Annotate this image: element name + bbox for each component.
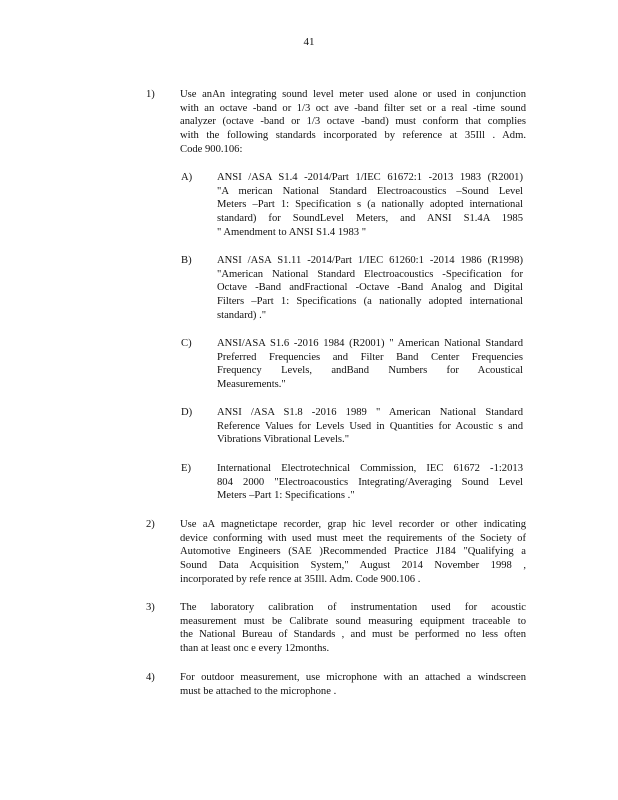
text-line: Filters –Part 1: Specifications (a nationally adopted international (217, 296, 523, 308)
sub-item-text (217, 406, 523, 447)
text-line: Code 900.106: (180, 143, 243, 155)
text-line: ANSI /ASA S1.11 -2014/Part 1/IEC 61260:1 -2014 1986 (R1998) (217, 255, 523, 266)
item-text (180, 88, 526, 157)
text-line: Reference Values for Levels Used in Quantities for Acoustic s and (217, 420, 523, 432)
text-line: The laboratory calibration of instrumentation used for acoustic (180, 602, 526, 613)
text-line: Frequency Levels, andBand Numbers for Acoustical (217, 365, 523, 377)
text-line: analyzer (octave -band or 1/3 octave -band) must conform that complies (180, 116, 526, 128)
text-line: Octave -Band andFractional -Octave -Band Analog and Digital (217, 282, 523, 294)
item-label: 3) (146, 602, 155, 613)
text-line: "American National Standard Electroacoustics -Specification for (217, 268, 523, 280)
sub-item-label: A) (181, 172, 193, 183)
item-label: 1) (146, 89, 155, 100)
item-text (180, 671, 526, 698)
text-line: Sound Data Acquisition System," August 2014 November 1998 , (180, 560, 526, 572)
sub-item-label: C) (181, 338, 192, 349)
sub-item-label: B) (181, 255, 192, 266)
text-line: ANSI /ASA S1.4 -2014/Part 1/IEC 61672:1 -2013 1983 (R2001) (217, 172, 523, 183)
text-line: 804 2000 "Electroacoustics Integrating/Averaging Sound Level (217, 476, 523, 488)
text-line: measurement must be Calibrate sound measuring equipment traceable to (180, 615, 526, 627)
sub-item-text (217, 462, 523, 503)
page-number: 41 (303, 36, 315, 48)
text-line: Preferred Frequencies and Filter Band Center Frequencies (217, 351, 523, 363)
text-line: ANSI/ASA S1.6 -2016 1984 (R2001) " American National Standard (217, 338, 523, 349)
sub-item-label: E) (181, 463, 191, 474)
text-line: than at least onc e every 12months. (180, 643, 330, 655)
item-label: 4) (146, 672, 155, 683)
text-line: with the following standards incorporated by reference at 35Ill . Adm. (180, 130, 526, 142)
text-line: with an octave -band or 1/3 oct ave -band filter set or a real -time sound (180, 102, 526, 114)
text-line: must be attached to the microphone . (180, 685, 337, 697)
item-text (180, 601, 526, 656)
sub-item-text (217, 254, 523, 323)
text-line: standard) for SoundLevel Meters, and ANSI S1.4A 1985 (217, 213, 523, 225)
text-line: " Amendment to ANSI S1.4 1983 " (217, 226, 367, 238)
text-line: standard) ." (217, 309, 267, 321)
sub-item-label: D) (181, 407, 193, 418)
item-text (180, 518, 526, 587)
text-line: Meters –Part 1: Specification s (a nationally adopted international (217, 199, 523, 211)
text-line: For outdoor measurement, use microphone with an attached a windscreen (180, 672, 526, 683)
text-line: ANSI /ASA S1.8 -2016 1989 " American National Standard (217, 407, 523, 418)
text-line: Use aA magnetictape recorder, grap hic level recorder or other indicating (180, 519, 526, 530)
text-line: International Electrotechnical Commission, IEC 61672 -1:2013 (217, 463, 523, 474)
text-line: "A merican National Standard Electroacoustics –Sound Level (217, 185, 523, 197)
sub-item-text (217, 171, 523, 240)
text-line: Vibrations Vibrational Levels." (217, 434, 350, 446)
text-line: device conforming with used must meet the requirements of the Society of (180, 532, 526, 544)
text-line: Use anAn integrating sound level meter used alone or used in conjunction (180, 89, 526, 100)
text-line: the National Bureau of Standards , and must be performed no less often (180, 629, 526, 641)
text-line: Automotive Engineers (SAE )Recommended Practice J184 "Qualifying a (180, 546, 526, 558)
item-label: 2) (146, 519, 155, 530)
text-line: Meters –Part 1: Specifications ." (217, 490, 355, 502)
sub-item-text (217, 337, 523, 392)
text-line: incorporated by refe rence at 35Ill. Adm. Code 900.106 . (180, 573, 421, 585)
text-line: Measurements." (217, 379, 286, 391)
